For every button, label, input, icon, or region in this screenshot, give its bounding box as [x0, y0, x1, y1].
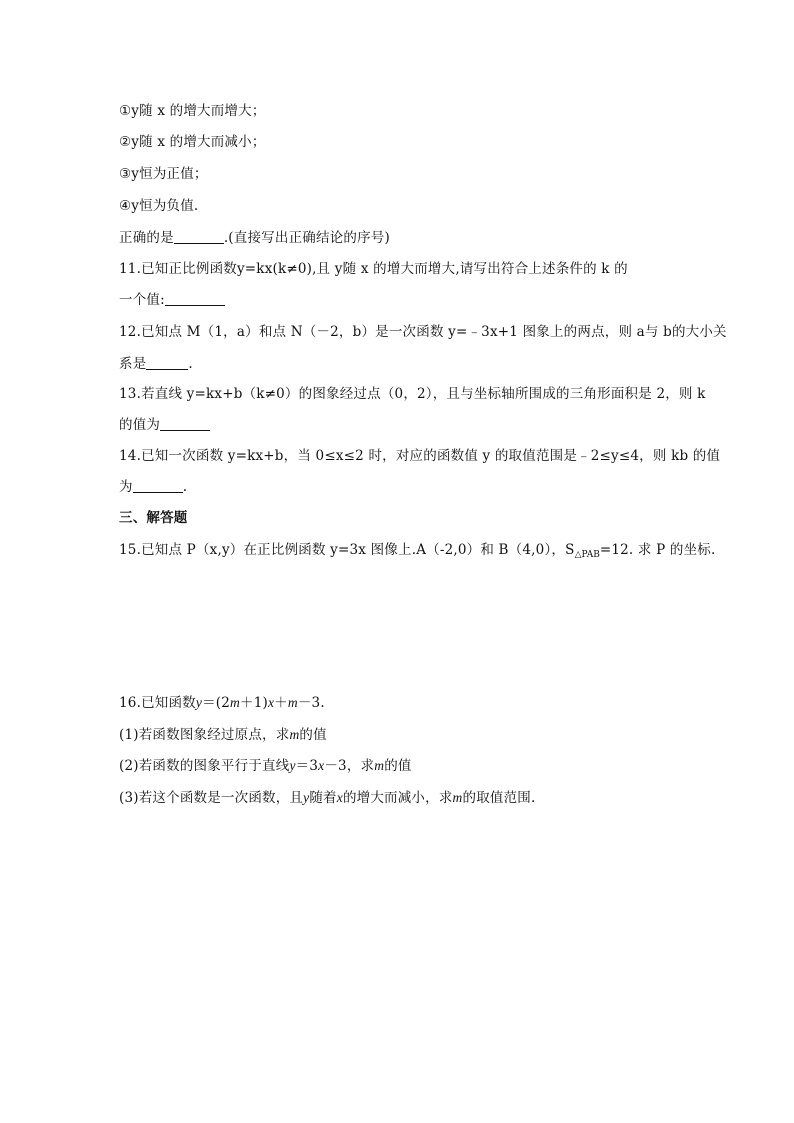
answer-blank — [146, 355, 188, 370]
q16-part2-text: －3，求 — [324, 758, 375, 774]
q16-part3 — [119, 788, 536, 808]
q10-answer-line — [119, 228, 390, 248]
var-y: y — [303, 790, 310, 805]
answer-blank — [174, 229, 224, 244]
q16-stem-text: －3. — [297, 695, 325, 711]
q16-stem-text: ＋1) — [240, 695, 268, 711]
var-m: m — [452, 790, 463, 805]
option-4: ④y恒为负值. — [119, 198, 199, 214]
q16-stem-text: ＋ — [274, 695, 288, 711]
q16-part1 — [119, 725, 327, 745]
q12-line1: 12.已知点 M（1，a）和点 N（－2，b）是一次函数 y=﹣3x+1 图象上的两点，则 a与 b的大小关 — [119, 324, 727, 340]
q15-text-before: 15.已知点 P（x,y）在正比例函数 y=3x 图像上.A（-2,0）和 B（4,0），S — [119, 542, 575, 558]
q16-part1-text: (1)若函数图象经过原点，求 — [119, 727, 290, 743]
q16-part2 — [119, 756, 412, 776]
q13-line2 — [119, 415, 210, 435]
option-1: ①y随 x 的增大而增大； — [119, 103, 266, 119]
q13-prefix: 的值为 — [119, 417, 161, 433]
q12-line2 — [119, 354, 193, 374]
var-y: y — [289, 758, 296, 773]
q12-prefix: 系是 — [119, 356, 147, 372]
var-m: m — [230, 695, 240, 710]
q16-part2-text: (2)若函数的图象平行于直线 — [119, 758, 290, 774]
q16-part1-text: 的值 — [299, 727, 327, 743]
q16-part3-text: 的取值范围. — [462, 790, 536, 806]
q14-line1: 14.已知一次函数 y=kx+b，当 0≤x≤2 时，对应的函数值 y 的取值范围是﹣2≤y≤4，则 kb 的值 — [119, 448, 721, 464]
q16-part2-text: 的值 — [384, 758, 412, 774]
q14-line2 — [119, 477, 187, 497]
q11-line2 — [119, 290, 225, 310]
var-m: m — [289, 727, 300, 742]
q16-part3-text: 随着 — [309, 790, 337, 806]
var-m: m — [287, 695, 298, 710]
answer-blank — [165, 291, 225, 306]
q16-part2-text: ＝3 — [295, 758, 319, 774]
q13-line1: 13.若直线 y=kx+b（k≠0）的图象经过点（0，2），且与坐标轴所围成的三角形面积是 2，则 k — [119, 386, 706, 402]
q16-stem-text: ＝(2 — [202, 695, 231, 711]
q14-suffix: . — [182, 479, 188, 495]
q16-stem — [119, 693, 325, 713]
q15-subscript: △PAB — [574, 550, 600, 560]
q10-suffix: .(直接写出正确结论的序号) — [223, 230, 390, 246]
var-m: m — [374, 758, 385, 773]
var-x: x — [267, 695, 275, 710]
answer-blank — [160, 416, 210, 431]
q10-prefix: 正确的是 — [119, 230, 174, 246]
q16-part3-text: (3)若这个函数是一次函数，且 — [119, 790, 304, 806]
q15-text-after: =12. 求 P 的坐标. — [599, 542, 716, 558]
q15-line — [119, 540, 715, 565]
q11-line1: 11.已知正比例函数y=kx(k≠0),且 y随 x 的增大而增大,请写出符合上述条件的 k 的 — [119, 261, 628, 277]
var-y: y — [195, 695, 203, 710]
var-x: x — [336, 790, 343, 805]
q11-prefix: 一个值: — [119, 292, 165, 308]
q12-suffix: . — [188, 356, 193, 372]
q16-part3-text: 的增大而减小，求 — [342, 790, 453, 806]
var-x: x — [318, 758, 325, 773]
option-3: ③y恒为正值； — [119, 166, 208, 182]
section-heading: 三、解答题 — [119, 510, 188, 526]
option-2: ②y随 x 的增大而减小； — [119, 134, 266, 150]
answer-blank — [133, 478, 183, 493]
q14-prefix: 为 — [119, 479, 133, 495]
q16-stem-text: 16.已知函数 — [119, 695, 196, 711]
